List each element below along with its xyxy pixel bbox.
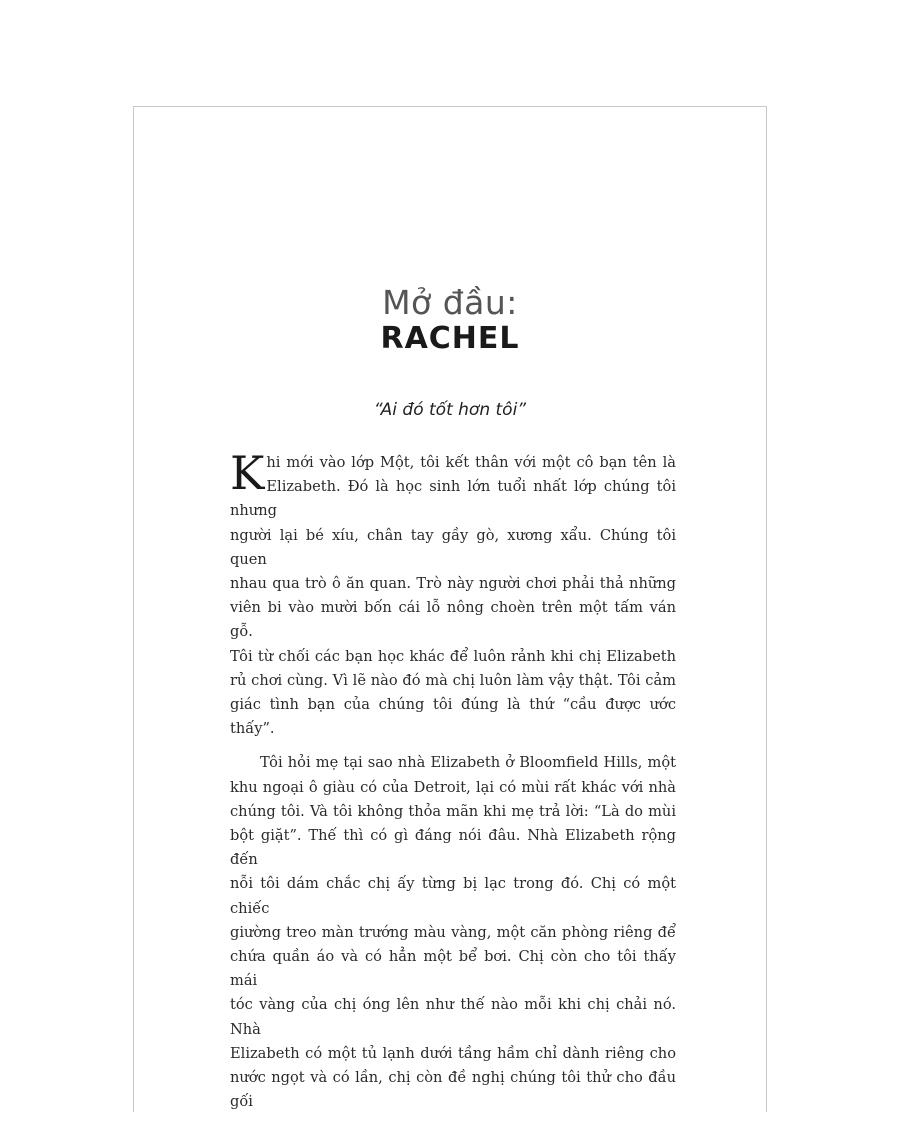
chapter-label: Mở đầu: bbox=[382, 283, 518, 322]
chapter-title: RACHEL bbox=[380, 321, 520, 356]
text-line: giác tình bạn của chúng tôi đúng là thứ “cầu được ước thấy”. bbox=[230, 696, 676, 738]
text-line: rủ chơi cùng. Vì lẽ nào đó mà chị luôn làm vậy thật. Tôi cảm bbox=[230, 671, 676, 689]
text-line: người lại bé xíu, chân tay gầy gò, xương xẩu. Chúng tôi quen bbox=[230, 526, 676, 568]
text-line: Elizabeth có một tủ lạnh dưới tầng hầm chỉ dành riêng cho bbox=[230, 1044, 676, 1062]
text-line: nhau qua trò ô ăn quan. Trò này người chơi phải thả những bbox=[230, 575, 676, 593]
text-line: nước ngọt và có lần, chị còn đề nghị chúng tôi thử cho đầu gối bbox=[230, 1069, 676, 1111]
text-line: chúng tôi. Và tôi không thỏa mãn khi mẹ trả lời: “Là do mùi bbox=[230, 802, 676, 820]
text-line: nỗi tôi dám chắc chị ấy từng bị lạc trong đó. Chị có một chiếc bbox=[230, 875, 676, 917]
text-line: Elizabeth. Đó là học sinh lớn tuổi nhất lớp chúng tôi nhưng bbox=[230, 478, 676, 520]
text-line: tóc vàng của chị óng lên như thế nào mỗi khi chị chải nó. Nhà bbox=[230, 996, 676, 1038]
text-line: chứa quần áo và có hẳn một bể bơi. Chị còn cho tôi thấy mái bbox=[230, 948, 676, 990]
text-line: giường treo màn trướng màu vàng, một căn phòng riêng để bbox=[230, 923, 676, 941]
paragraph-1 bbox=[230, 446, 676, 741]
book-page bbox=[133, 106, 767, 1112]
body-text bbox=[230, 446, 676, 1124]
text-line: Tôi từ chối các bạn học khác để luôn rảnh khi chị Elizabeth bbox=[230, 647, 676, 665]
text-line: khu ngoại ô giàu có của Detroit, lại có mùi rất khác với nhà bbox=[230, 778, 676, 796]
text-line: Tôi hỏi mẹ tại sao nhà Elizabeth ở Bloomfield Hills, một bbox=[260, 754, 676, 772]
text-line: bột giặt”. Thế thì có gì đáng nói đâu. Nhà Elizabeth rộng đến bbox=[230, 827, 676, 869]
paragraph-2 bbox=[230, 751, 676, 1114]
text-line: hi mới vào lớp Một, tôi kết thân với một cô bạn tên là bbox=[266, 454, 676, 471]
chapter-epigraph: “Ai đó tốt hơn tôi” bbox=[373, 400, 527, 420]
text-line: viên bi vào mười bốn cái lỗ nông choèn trên một tấm ván gỗ. bbox=[230, 599, 676, 641]
drop-cap: K bbox=[230, 446, 265, 500]
